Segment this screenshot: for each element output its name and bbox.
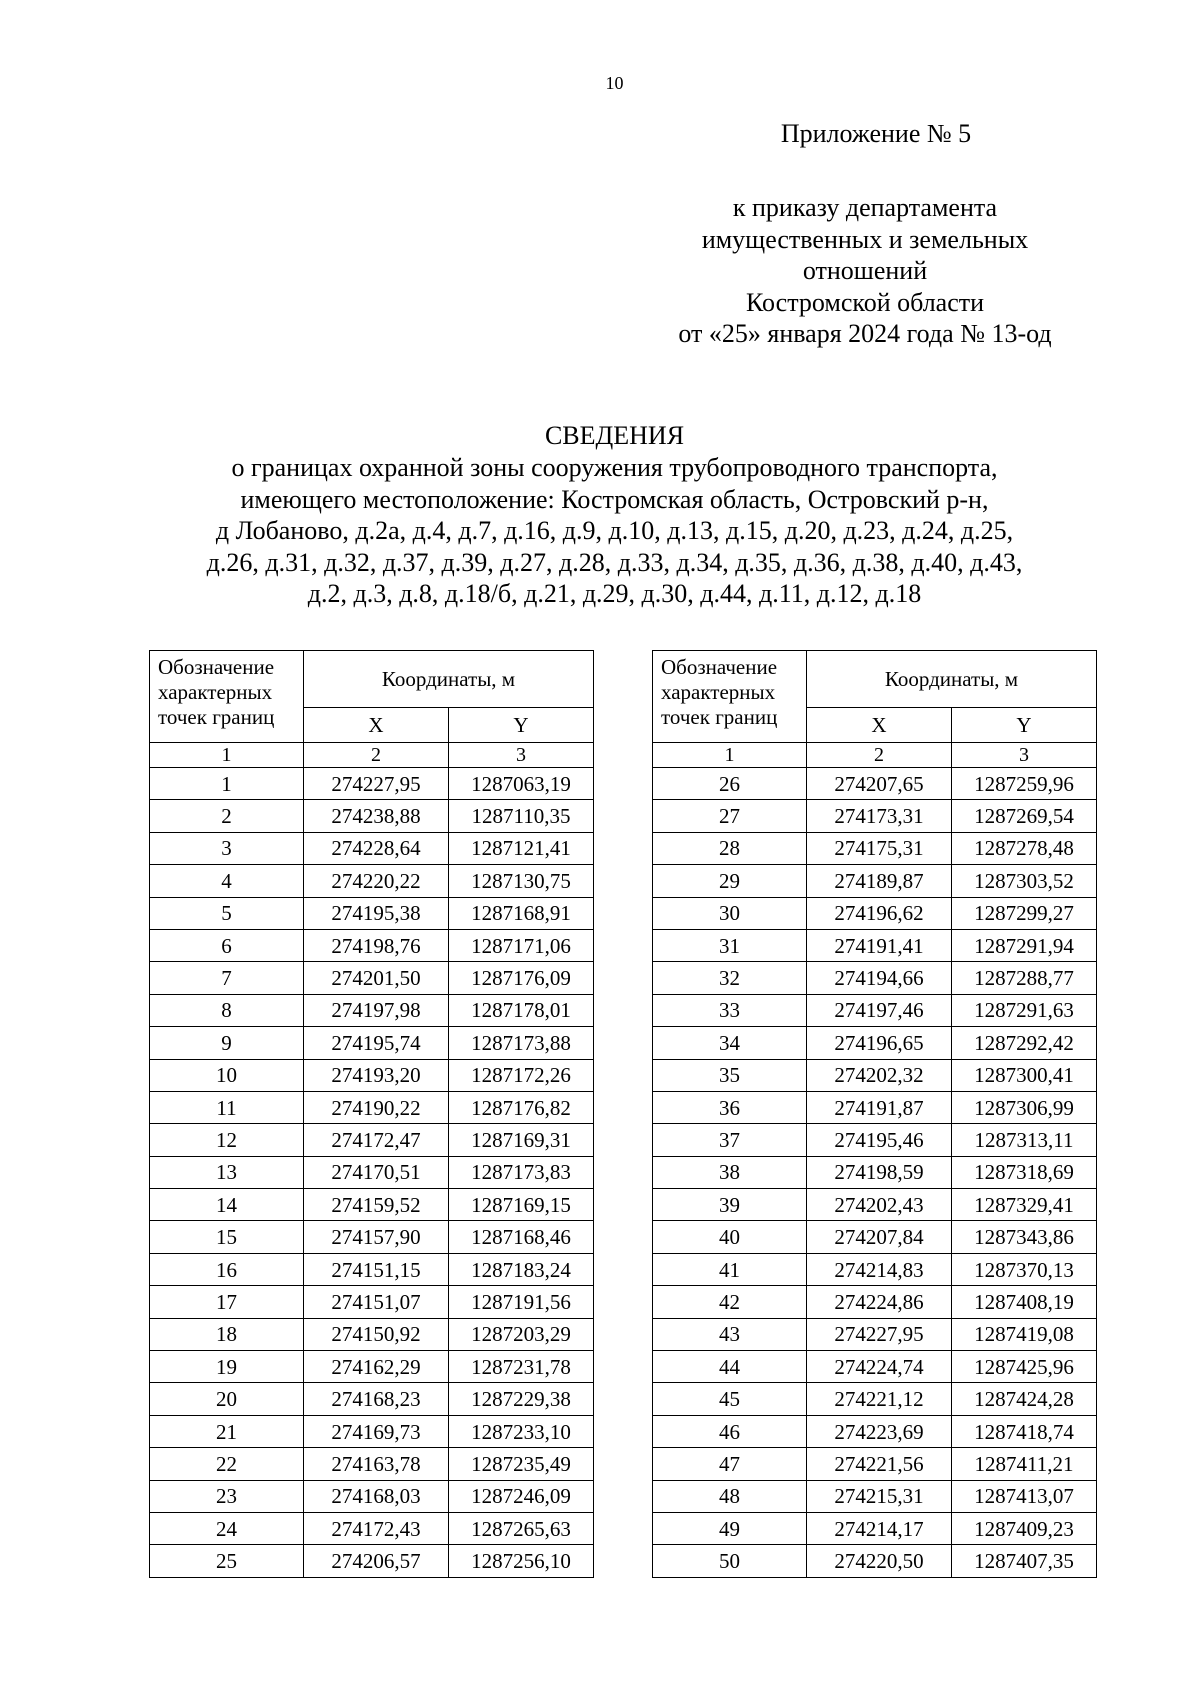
x-coordinate-cell: 274169,73 xyxy=(304,1415,449,1447)
y-coordinate-cell: 1287425,96 xyxy=(952,1351,1097,1383)
y-coordinate-cell: 1287291,94 xyxy=(952,929,1097,961)
y-coordinate-cell: 1287235,49 xyxy=(449,1448,594,1480)
y-coordinate-cell: 1287256,10 xyxy=(449,1545,594,1577)
order-reference xyxy=(640,192,1090,350)
y-coordinate-cell: 1287063,19 xyxy=(449,768,594,800)
x-coordinate-cell: 274201,50 xyxy=(304,962,449,994)
x-coordinate-cell: 274207,84 xyxy=(807,1221,952,1253)
point-number-cell: 25 xyxy=(150,1545,304,1577)
table-row xyxy=(653,1318,1097,1350)
point-number-cell: 40 xyxy=(653,1221,807,1253)
x-coordinate-cell: 274198,76 xyxy=(304,929,449,961)
x-coordinate-cell: 274159,52 xyxy=(304,1189,449,1221)
point-number-cell: 37 xyxy=(653,1124,807,1156)
x-coordinate-cell: 274157,90 xyxy=(304,1221,449,1253)
point-number-cell: 22 xyxy=(150,1448,304,1480)
table-row xyxy=(150,1221,594,1253)
y-coordinate-cell: 1287191,56 xyxy=(449,1286,594,1318)
table-row xyxy=(653,865,1097,897)
table-row xyxy=(653,800,1097,832)
table-row xyxy=(150,1545,594,1577)
table-row xyxy=(150,1480,594,1512)
point-number-cell: 1 xyxy=(150,768,304,800)
point-number-cell: 35 xyxy=(653,1059,807,1091)
point-number-cell: 36 xyxy=(653,1091,807,1123)
x-coordinate-cell: 274220,50 xyxy=(807,1545,952,1577)
x-coordinate-cell: 274223,69 xyxy=(807,1415,952,1447)
point-number-cell: 20 xyxy=(150,1383,304,1415)
table-row xyxy=(150,1027,594,1059)
header-coordinates: Координаты, м xyxy=(304,651,594,708)
y-coordinate-cell: 1287306,99 xyxy=(952,1091,1097,1123)
subtitle-line: д.2, д.3, д.8, д.18/б, д.21, д.29, д.30, д.44, д.11, д.12, д.18 xyxy=(307,579,922,608)
point-number-cell: 34 xyxy=(653,1027,807,1059)
table-row xyxy=(653,1545,1097,1577)
table-row xyxy=(150,1351,594,1383)
header-column-number: 3 xyxy=(449,743,594,768)
x-coordinate-cell: 274170,51 xyxy=(304,1156,449,1188)
point-number-cell: 44 xyxy=(653,1351,807,1383)
table-row xyxy=(653,1480,1097,1512)
table-row xyxy=(150,962,594,994)
x-coordinate-cell: 274207,65 xyxy=(807,768,952,800)
y-coordinate-cell: 1287176,09 xyxy=(449,962,594,994)
y-coordinate-cell: 1287168,91 xyxy=(449,897,594,929)
point-number-cell: 17 xyxy=(150,1286,304,1318)
table-row xyxy=(653,768,1097,800)
y-coordinate-cell: 1287231,78 xyxy=(449,1351,594,1383)
point-number-cell: 4 xyxy=(150,865,304,897)
table-row xyxy=(150,1318,594,1350)
table-body xyxy=(653,768,1097,1578)
y-coordinate-cell: 1287313,11 xyxy=(952,1124,1097,1156)
y-coordinate-cell: 1287176,82 xyxy=(449,1091,594,1123)
point-number-cell: 45 xyxy=(653,1383,807,1415)
table-row xyxy=(653,1448,1097,1480)
y-coordinate-cell: 1287269,54 xyxy=(952,800,1097,832)
table-row xyxy=(150,994,594,1026)
y-coordinate-cell: 1287121,41 xyxy=(449,832,594,864)
x-coordinate-cell: 274196,62 xyxy=(807,897,952,929)
point-number-cell: 13 xyxy=(150,1156,304,1188)
point-number-cell: 50 xyxy=(653,1545,807,1577)
point-number-cell: 49 xyxy=(653,1512,807,1544)
point-number-cell: 7 xyxy=(150,962,304,994)
table-row xyxy=(653,929,1097,961)
x-coordinate-cell: 274194,66 xyxy=(807,962,952,994)
point-number-cell: 27 xyxy=(653,800,807,832)
table-row xyxy=(150,865,594,897)
x-coordinate-cell: 274227,95 xyxy=(807,1318,952,1350)
document-subtitle xyxy=(0,452,1200,610)
table-row xyxy=(150,832,594,864)
subtitle-line: д.26, д.31, д.32, д.37, д.39, д.27, д.28, д.33, д.34, д.35, д.36, д.38, д.40, д.43, xyxy=(206,547,1023,577)
y-coordinate-cell: 1287183,24 xyxy=(449,1253,594,1285)
x-coordinate-cell: 274168,23 xyxy=(304,1383,449,1415)
x-coordinate-cell: 274238,88 xyxy=(304,800,449,832)
y-coordinate-cell: 1287178,01 xyxy=(449,994,594,1026)
point-number-cell: 3 xyxy=(150,832,304,864)
point-number-cell: 31 xyxy=(653,929,807,961)
y-coordinate-cell: 1287418,74 xyxy=(952,1415,1097,1447)
table-row xyxy=(150,1415,594,1447)
y-coordinate-cell: 1287419,08 xyxy=(952,1318,1097,1350)
point-number-cell: 26 xyxy=(653,768,807,800)
header-column-number: 1 xyxy=(150,743,304,768)
x-coordinate-cell: 274151,07 xyxy=(304,1286,449,1318)
x-coordinate-cell: 274224,86 xyxy=(807,1286,952,1318)
point-number-cell: 33 xyxy=(653,994,807,1026)
x-coordinate-cell: 274221,12 xyxy=(807,1383,952,1415)
table-row xyxy=(653,1351,1097,1383)
point-number-cell: 14 xyxy=(150,1189,304,1221)
y-coordinate-cell: 1287300,41 xyxy=(952,1059,1097,1091)
y-coordinate-cell: 1287299,27 xyxy=(952,897,1097,929)
y-coordinate-cell: 1287265,63 xyxy=(449,1512,594,1544)
table-row xyxy=(653,1091,1097,1123)
x-coordinate-cell: 274172,43 xyxy=(304,1512,449,1544)
point-number-cell: 47 xyxy=(653,1448,807,1480)
point-number-cell: 42 xyxy=(653,1286,807,1318)
point-number-cell: 39 xyxy=(653,1189,807,1221)
x-coordinate-cell: 274193,20 xyxy=(304,1059,449,1091)
point-number-cell: 8 xyxy=(150,994,304,1026)
point-number-cell: 21 xyxy=(150,1415,304,1447)
header-point-label-line: Обозначение xyxy=(158,655,275,679)
order-ref-line: отношений xyxy=(802,256,928,285)
y-coordinate-cell: 1287370,13 xyxy=(952,1253,1097,1285)
y-coordinate-cell: 1287110,35 xyxy=(449,800,594,832)
table-row xyxy=(653,1512,1097,1544)
table-row xyxy=(653,962,1097,994)
point-number-cell: 12 xyxy=(150,1124,304,1156)
x-coordinate-cell: 274173,31 xyxy=(807,800,952,832)
table-row xyxy=(653,1027,1097,1059)
coordinates-table-left xyxy=(149,650,594,1578)
header-point-label-line: характерных xyxy=(661,680,776,704)
subtitle-line: д Лобаново, д.2а, д.4, д.7, д.16, д.9, д.10, д.13, д.15, д.20, д.23, д.24, д.25, xyxy=(215,516,1014,545)
order-ref-line: к приказу департамента xyxy=(732,193,998,222)
x-coordinate-cell: 274195,46 xyxy=(807,1124,952,1156)
point-number-cell: 16 xyxy=(150,1253,304,1285)
x-coordinate-cell: 274202,43 xyxy=(807,1189,952,1221)
x-coordinate-cell: 274197,98 xyxy=(304,994,449,1026)
table-row xyxy=(653,1221,1097,1253)
table-row xyxy=(150,1156,594,1188)
subtitle-line: имеющего местоположение: Костромская область, Островский р-н, xyxy=(240,484,989,514)
x-coordinate-cell: 274191,41 xyxy=(807,929,952,961)
table-row xyxy=(150,1383,594,1415)
y-coordinate-cell: 1287288,77 xyxy=(952,962,1097,994)
table-row xyxy=(653,1253,1097,1285)
y-coordinate-cell: 1287173,88 xyxy=(449,1027,594,1059)
table-row xyxy=(653,1059,1097,1091)
x-coordinate-cell: 274227,95 xyxy=(304,768,449,800)
x-coordinate-cell: 274224,74 xyxy=(807,1351,952,1383)
header-column-number: 1 xyxy=(653,743,807,768)
subtitle-line: о границах охранной зоны сооружения трубопроводного транспорта, xyxy=(231,453,998,482)
point-number-cell: 24 xyxy=(150,1512,304,1544)
point-number-cell: 29 xyxy=(653,865,807,897)
x-coordinate-cell: 274175,31 xyxy=(807,832,952,864)
y-coordinate-cell: 1287172,26 xyxy=(449,1059,594,1091)
table-row xyxy=(150,1091,594,1123)
x-coordinate-cell: 274206,57 xyxy=(304,1545,449,1577)
x-coordinate-cell: 274172,47 xyxy=(304,1124,449,1156)
point-number-cell: 11 xyxy=(150,1091,304,1123)
x-coordinate-cell: 274197,46 xyxy=(807,994,952,1026)
table-row xyxy=(150,1448,594,1480)
point-number-cell: 19 xyxy=(150,1351,304,1383)
point-number-cell: 30 xyxy=(653,897,807,929)
x-coordinate-cell: 274220,22 xyxy=(304,865,449,897)
point-number-cell: 2 xyxy=(150,800,304,832)
y-coordinate-cell: 1287292,42 xyxy=(952,1027,1097,1059)
appendix-title: Приложение № 5 xyxy=(780,119,972,148)
point-number-cell: 46 xyxy=(653,1415,807,1447)
x-coordinate-cell: 274228,64 xyxy=(304,832,449,864)
x-coordinate-cell: 274163,78 xyxy=(304,1448,449,1480)
table-row xyxy=(150,897,594,929)
header-x: X xyxy=(807,708,952,743)
header-coordinates: Координаты, м xyxy=(807,651,1097,708)
table-row xyxy=(653,1124,1097,1156)
x-coordinate-cell: 274196,65 xyxy=(807,1027,952,1059)
table-row xyxy=(150,1124,594,1156)
table-row xyxy=(653,1415,1097,1447)
header-point-label xyxy=(653,651,807,743)
order-ref-line: имущественных и земельных xyxy=(701,224,1029,254)
point-number-cell: 10 xyxy=(150,1059,304,1091)
y-coordinate-cell: 1287169,31 xyxy=(449,1124,594,1156)
x-coordinate-cell: 274214,17 xyxy=(807,1512,952,1544)
x-coordinate-cell: 274151,15 xyxy=(304,1253,449,1285)
x-coordinate-cell: 274162,29 xyxy=(304,1351,449,1383)
y-coordinate-cell: 1287329,41 xyxy=(952,1189,1097,1221)
y-coordinate-cell: 1287229,38 xyxy=(449,1383,594,1415)
y-coordinate-cell: 1287408,19 xyxy=(952,1286,1097,1318)
y-coordinate-cell: 1287407,35 xyxy=(952,1545,1097,1577)
table-row xyxy=(653,1156,1097,1188)
y-coordinate-cell: 1287318,69 xyxy=(952,1156,1097,1188)
x-coordinate-cell: 274150,92 xyxy=(304,1318,449,1350)
y-coordinate-cell: 1287278,48 xyxy=(952,832,1097,864)
table-row xyxy=(150,1059,594,1091)
table-row xyxy=(653,832,1097,864)
table-row xyxy=(653,1286,1097,1318)
y-coordinate-cell: 1287259,96 xyxy=(952,768,1097,800)
y-coordinate-cell: 1287171,06 xyxy=(449,929,594,961)
x-coordinate-cell: 274189,87 xyxy=(807,865,952,897)
coordinates-table-right xyxy=(652,650,1097,1578)
point-number-cell: 9 xyxy=(150,1027,304,1059)
point-number-cell: 18 xyxy=(150,1318,304,1350)
page-number: 10 xyxy=(605,73,624,93)
y-coordinate-cell: 1287130,75 xyxy=(449,865,594,897)
header-point-label-line: точек границ xyxy=(661,705,778,729)
point-number-cell: 23 xyxy=(150,1480,304,1512)
table-row xyxy=(653,897,1097,929)
y-coordinate-cell: 1287169,15 xyxy=(449,1189,594,1221)
table-row xyxy=(653,1189,1097,1221)
table-row xyxy=(150,768,594,800)
table-row xyxy=(150,1512,594,1544)
x-coordinate-cell: 274214,83 xyxy=(807,1253,952,1285)
table-row xyxy=(150,800,594,832)
header-y: Y xyxy=(952,708,1097,743)
point-number-cell: 6 xyxy=(150,929,304,961)
header-column-number: 2 xyxy=(807,743,952,768)
y-coordinate-cell: 1287413,07 xyxy=(952,1480,1097,1512)
table-row xyxy=(653,994,1097,1026)
x-coordinate-cell: 274195,74 xyxy=(304,1027,449,1059)
x-coordinate-cell: 274190,22 xyxy=(304,1091,449,1123)
table-body xyxy=(150,768,594,1578)
y-coordinate-cell: 1287409,23 xyxy=(952,1512,1097,1544)
header-point-label xyxy=(150,651,304,743)
point-number-cell: 41 xyxy=(653,1253,807,1285)
x-coordinate-cell: 274221,56 xyxy=(807,1448,952,1480)
y-coordinate-cell: 1287203,29 xyxy=(449,1318,594,1350)
x-coordinate-cell: 274195,38 xyxy=(304,897,449,929)
table-row xyxy=(150,929,594,961)
x-coordinate-cell: 274202,32 xyxy=(807,1059,952,1091)
header-point-label-line: Обозначение xyxy=(661,655,778,679)
y-coordinate-cell: 1287173,83 xyxy=(449,1156,594,1188)
point-number-cell: 38 xyxy=(653,1156,807,1188)
point-number-cell: 32 xyxy=(653,962,807,994)
y-coordinate-cell: 1287291,63 xyxy=(952,994,1097,1026)
header-point-label-line: точек границ xyxy=(158,705,275,729)
header-column-number: 2 xyxy=(304,743,449,768)
document-title: СВЕДЕНИЯ xyxy=(544,421,685,450)
header-column-number: 3 xyxy=(952,743,1097,768)
y-coordinate-cell: 1287246,09 xyxy=(449,1480,594,1512)
point-number-cell: 28 xyxy=(653,832,807,864)
y-coordinate-cell: 1287303,52 xyxy=(952,865,1097,897)
header-x: X xyxy=(304,708,449,743)
x-coordinate-cell: 274198,59 xyxy=(807,1156,952,1188)
table-row xyxy=(150,1189,594,1221)
order-ref-line: Костромской области xyxy=(745,287,985,317)
point-number-cell: 43 xyxy=(653,1318,807,1350)
point-number-cell: 15 xyxy=(150,1221,304,1253)
y-coordinate-cell: 1287343,86 xyxy=(952,1221,1097,1253)
y-coordinate-cell: 1287233,10 xyxy=(449,1415,594,1447)
x-coordinate-cell: 274168,03 xyxy=(304,1480,449,1512)
table-row xyxy=(150,1253,594,1285)
y-coordinate-cell: 1287424,28 xyxy=(952,1383,1097,1415)
y-coordinate-cell: 1287168,46 xyxy=(449,1221,594,1253)
table-row xyxy=(653,1383,1097,1415)
header-point-label-line: характерных xyxy=(158,680,273,704)
header-y: Y xyxy=(449,708,594,743)
y-coordinate-cell: 1287411,21 xyxy=(952,1448,1097,1480)
point-number-cell: 5 xyxy=(150,897,304,929)
table-row xyxy=(150,1286,594,1318)
x-coordinate-cell: 274215,31 xyxy=(807,1480,952,1512)
x-coordinate-cell: 274191,87 xyxy=(807,1091,952,1123)
point-number-cell: 48 xyxy=(653,1480,807,1512)
order-ref-line: от «25» января 2024 года № 13-од xyxy=(678,319,1052,348)
